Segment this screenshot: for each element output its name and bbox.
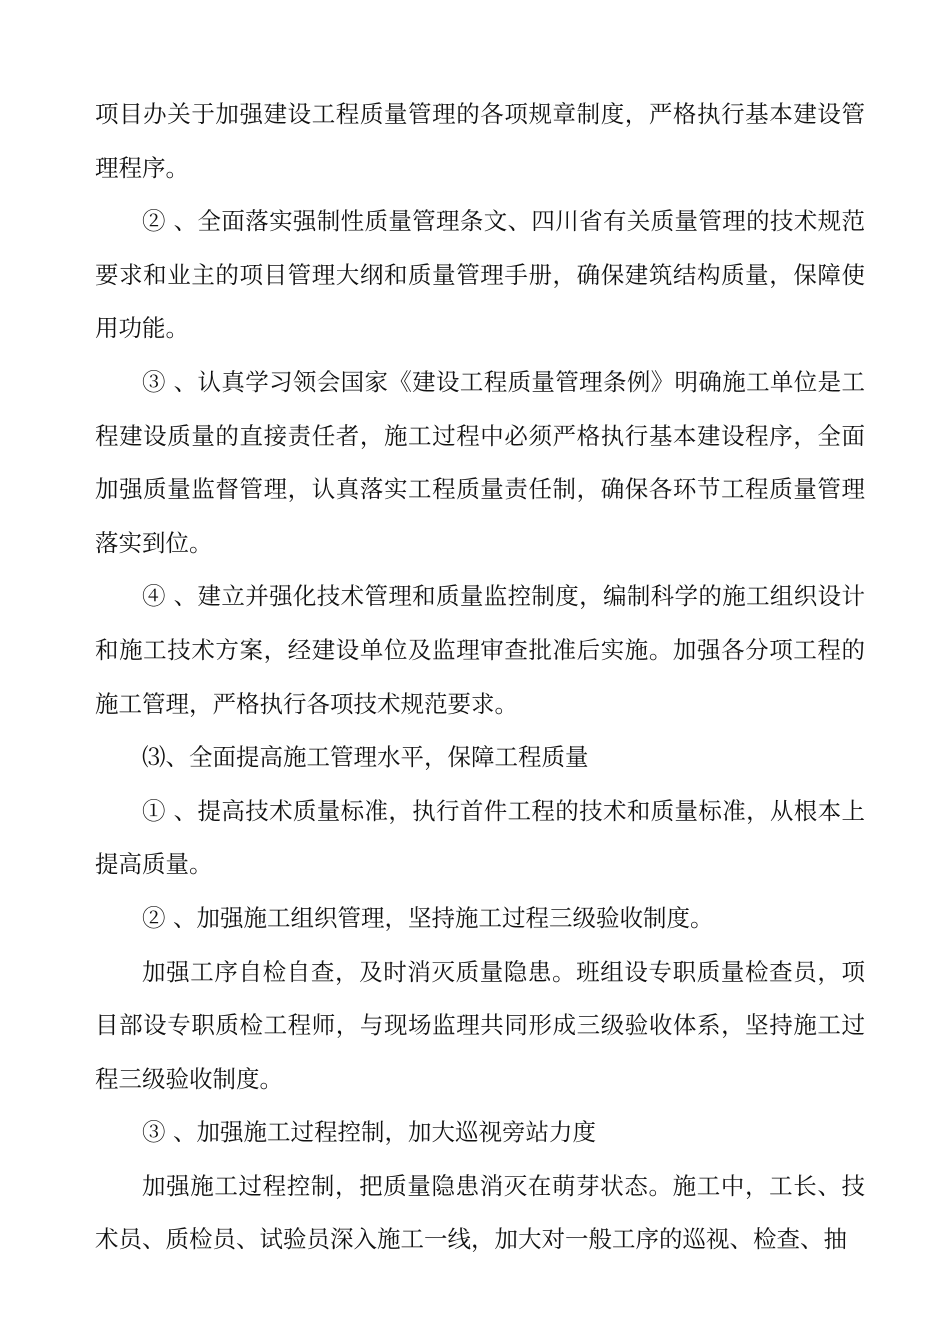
document-page bbox=[95, 88, 865, 1267]
paragraph-9: 加强施工过程控制，把质量隐患消灭在萌芽状态。施工中，工长、技术员、质检员、试验员深入施工一线，加大对一般工序的巡视、检查、抽 bbox=[95, 1171, 865, 1254]
section-heading: ⑶、全面提高施工管理水平，保障工程质量 bbox=[142, 743, 589, 772]
paragraph-3: ③ 、认真学习领会国家《建设工程质量管理条例》明确施工单位是工程建设质量的直接责任者，施工过程中必须严格执行基本建设程序，全面加强质量监督管理，认真落实工程质量责任制，确保各环节工程质量管理落实到位。 bbox=[95, 367, 865, 557]
paragraph-5: ① 、提高技术质量标准，执行首件工程的技术和质量标准，从根本上提高质量。 bbox=[95, 796, 865, 879]
paragraph-8: ③ 、加强施工过程控制，加大巡视旁站力度 bbox=[142, 1118, 596, 1147]
paragraph-1: 项目办关于加强建设工程质量管理的各项规章制度，严格执行基本建设管理程序。 bbox=[95, 100, 865, 182]
paragraph-2: ② 、全面落实强制性质量管理条文、四川省有关质量管理的技术规范要求和业主的项目管理大纲和质量管理手册，确保建筑结构质量，保障使用功能。 bbox=[95, 207, 865, 343]
paragraph-4: ④ 、建立并强化技术管理和质量监控制度，编制科学的施工组织设计和施工技术方案，经建设单位及监理审查批准后实施。加强各分项工程的施工管理，严格执行各项技术规范要求。 bbox=[95, 582, 865, 718]
paragraph-6: ② 、加强施工组织管理，坚持施工过程三级验收制度。 bbox=[142, 903, 714, 932]
paragraph-7: 加强工序自检自查，及时消灭质量隐患。班组设专职质量检查员，项目部设专职质检工程师，与现场监理共同形成三级验收体系，坚持施工过程三级验收制度。 bbox=[95, 957, 865, 1093]
